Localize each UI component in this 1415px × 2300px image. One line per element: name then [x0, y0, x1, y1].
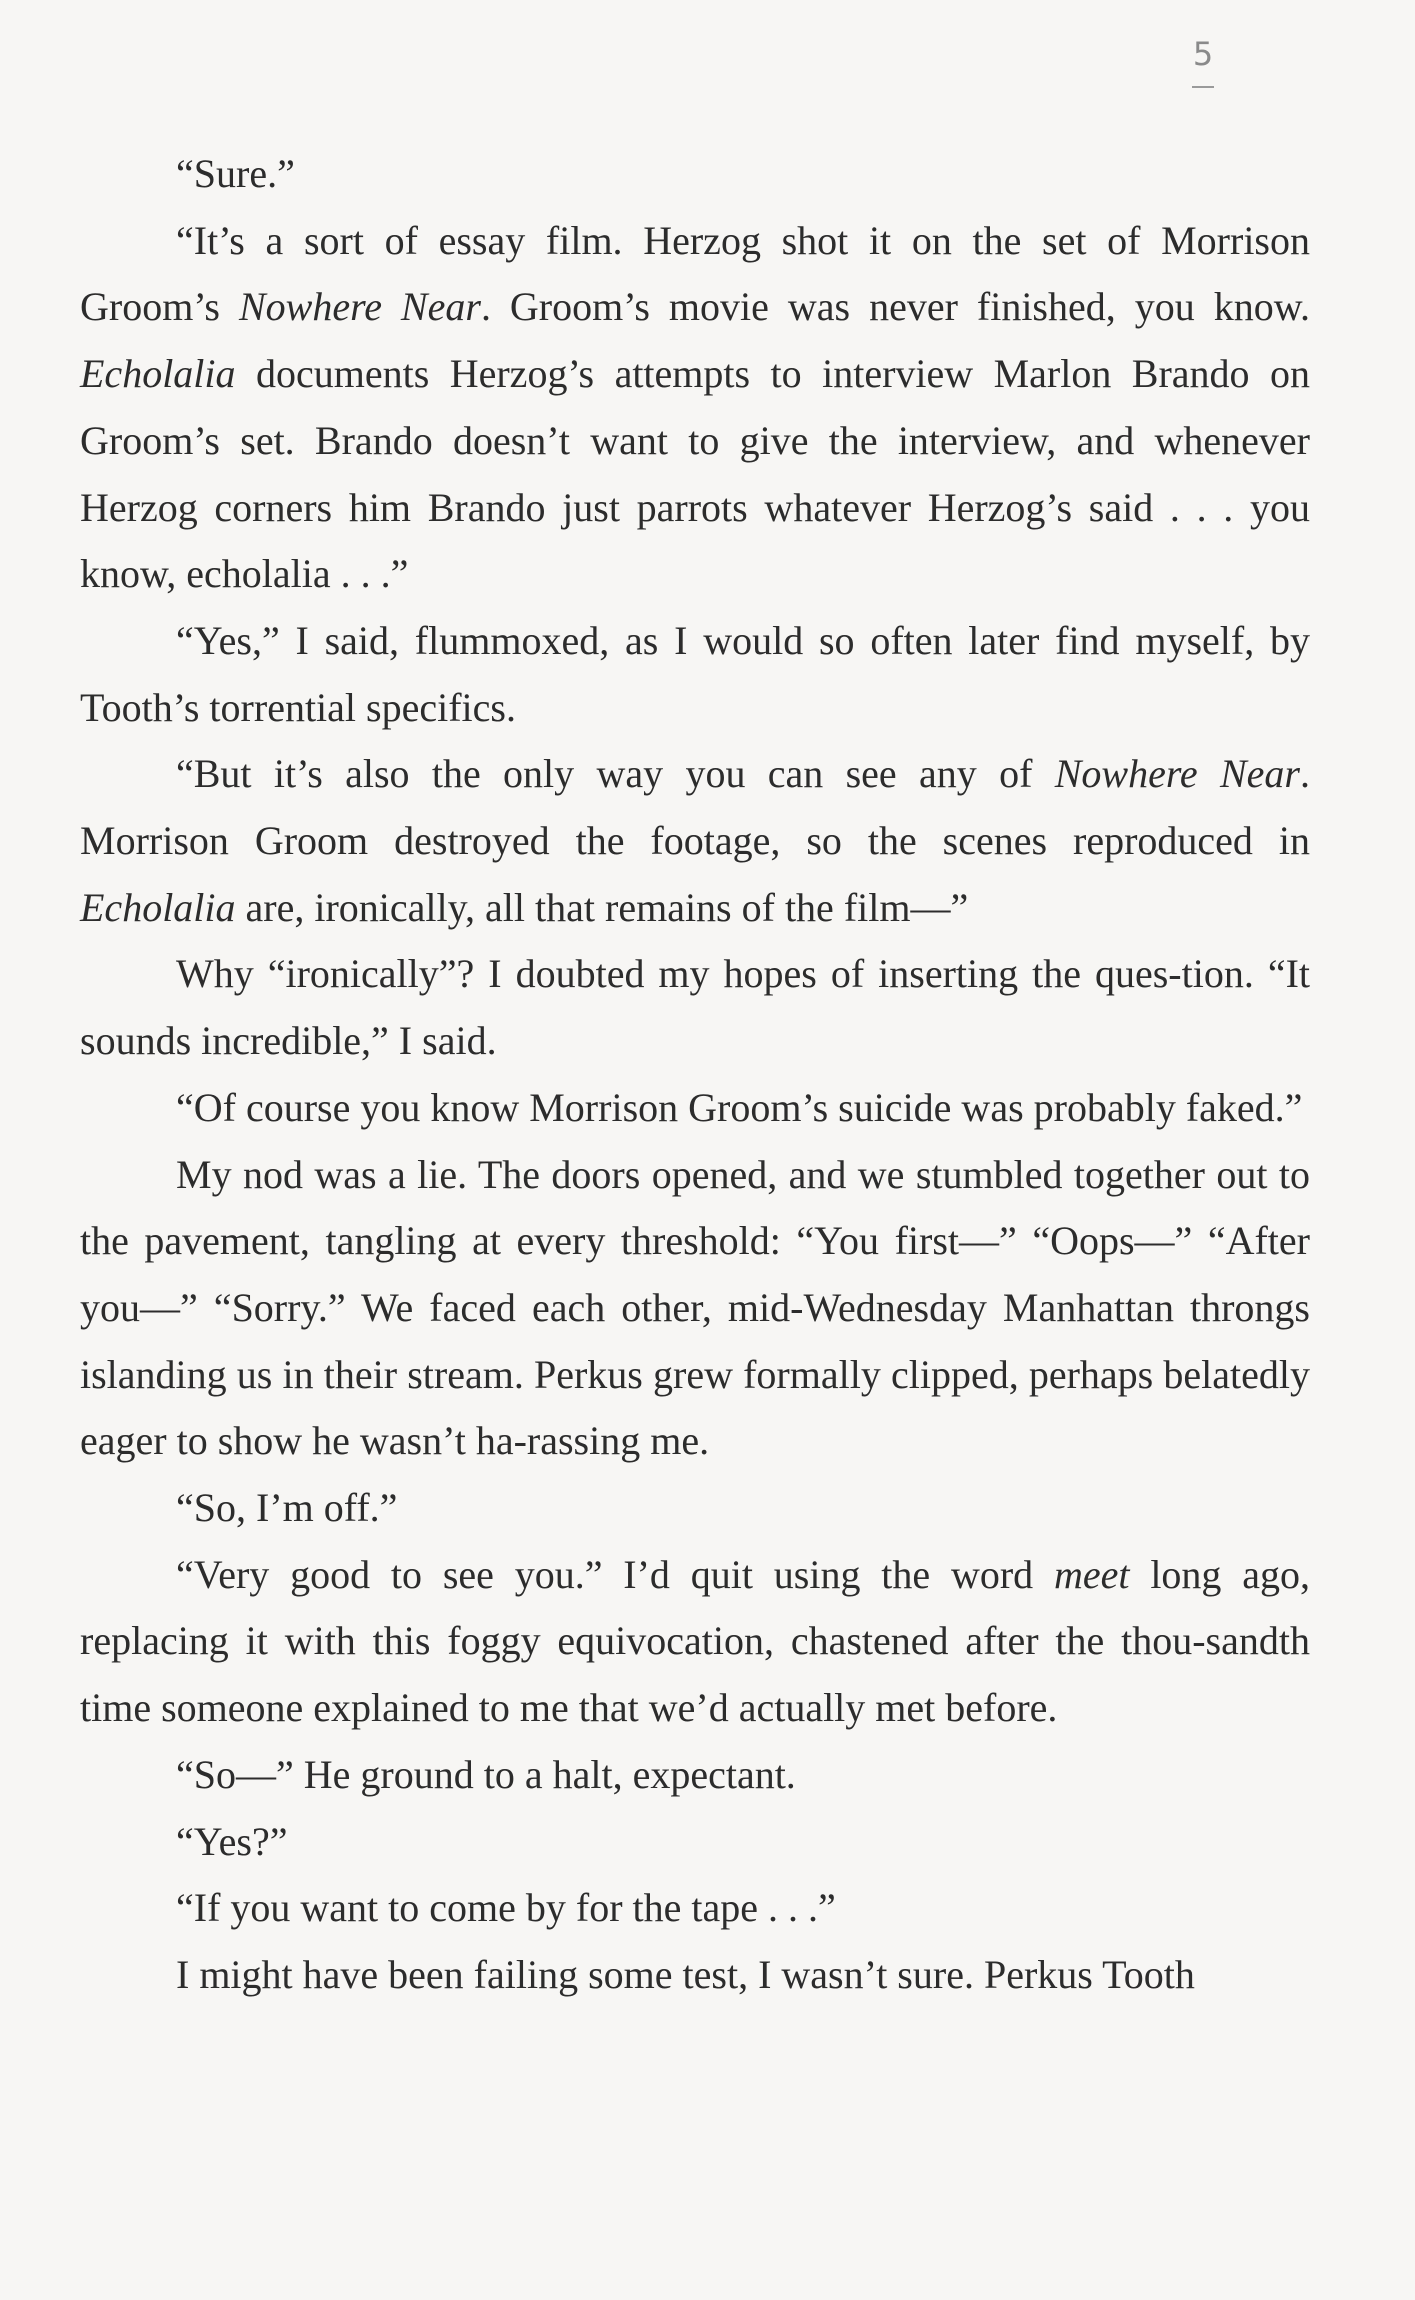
italic-title: Echolalia — [80, 351, 236, 397]
page-number-text: 5 — [1192, 35, 1214, 73]
paragraph: “So—” He ground to a halt, expectant. — [176, 1751, 796, 1797]
text-run: “It’s a sort of essay film. Herzog shot it on the set of Morrison Groom’s — [80, 217, 1310, 330]
text-run: . Groom’s movie was never finished, you know. — [480, 284, 1311, 330]
paragraph: Why “ironically”? I doubted my hopes of inserting the ques-tion. “It sounds incredible,” I said. — [80, 951, 1310, 1064]
paragraph: “So, I’m off.” — [176, 1485, 398, 1531]
paragraph: “Yes?” — [176, 1818, 288, 1864]
italic-title: Echolalia — [80, 884, 236, 930]
paragraph: I might have been failing some test, I wasn’t sure. Perkus Tooth — [176, 1951, 1195, 1997]
page-number-rule — [1192, 86, 1214, 88]
paragraph: “Of course you know Morrison Groom’s suicide was probably faked.” — [176, 1084, 1303, 1130]
italic-title: Nowhere Near — [239, 284, 481, 330]
paragraph: “If you want to come by for the tape . . .” — [176, 1885, 836, 1931]
text-run: “Very good to see you.” I’d quit using the word — [176, 1551, 1054, 1597]
italic-word: meet — [1053, 1551, 1130, 1597]
body-text — [80, 141, 1310, 2009]
text-run: documents Herzog’s attempts to interview Marlon Brando on Groom’s set. Brando doesn’t want to give the interview, and whenever Herzog corners him Brando just parrots whatever Herzog’s said . . . you know, echolalia . . .” — [80, 351, 1310, 597]
text-run: are, ironically, all that remains of the film—” — [235, 884, 969, 930]
paragraph — [80, 1542, 1310, 1742]
text-run: “But it’s also the only way you can see any of — [176, 751, 1055, 797]
text-run: long ago, replacing it with this foggy equivocation, chastened after the thou-sandth time someone explained to me that we’d actually met before. — [80, 1551, 1310, 1731]
page-number — [1188, 35, 1218, 88]
paragraph: My nod was a lie. The doors opened, and we stumbled together out to the pavement, tangling at every threshold: “You first—” “Oops—” “After you—” “Sorry.” We faced each other, mid-Wednesday Manhattan throngs islanding us in their stream. Perkus grew formally clipped, perhaps belatedly eager to show he wasn’t ha-rassing me. — [80, 1151, 1310, 1464]
italic-title: Nowhere Near — [1054, 751, 1300, 797]
paragraph — [80, 741, 1310, 941]
paragraph: “Yes,” I said, flummoxed, as I would so often later find myself, by Tooth’s torrential specifics. — [80, 617, 1310, 730]
paragraph: “Sure.” — [176, 151, 295, 196]
text-run: . Morrison Groom destroyed the footage, so the scenes reproduced in — [80, 751, 1310, 864]
paragraph — [80, 208, 1310, 608]
